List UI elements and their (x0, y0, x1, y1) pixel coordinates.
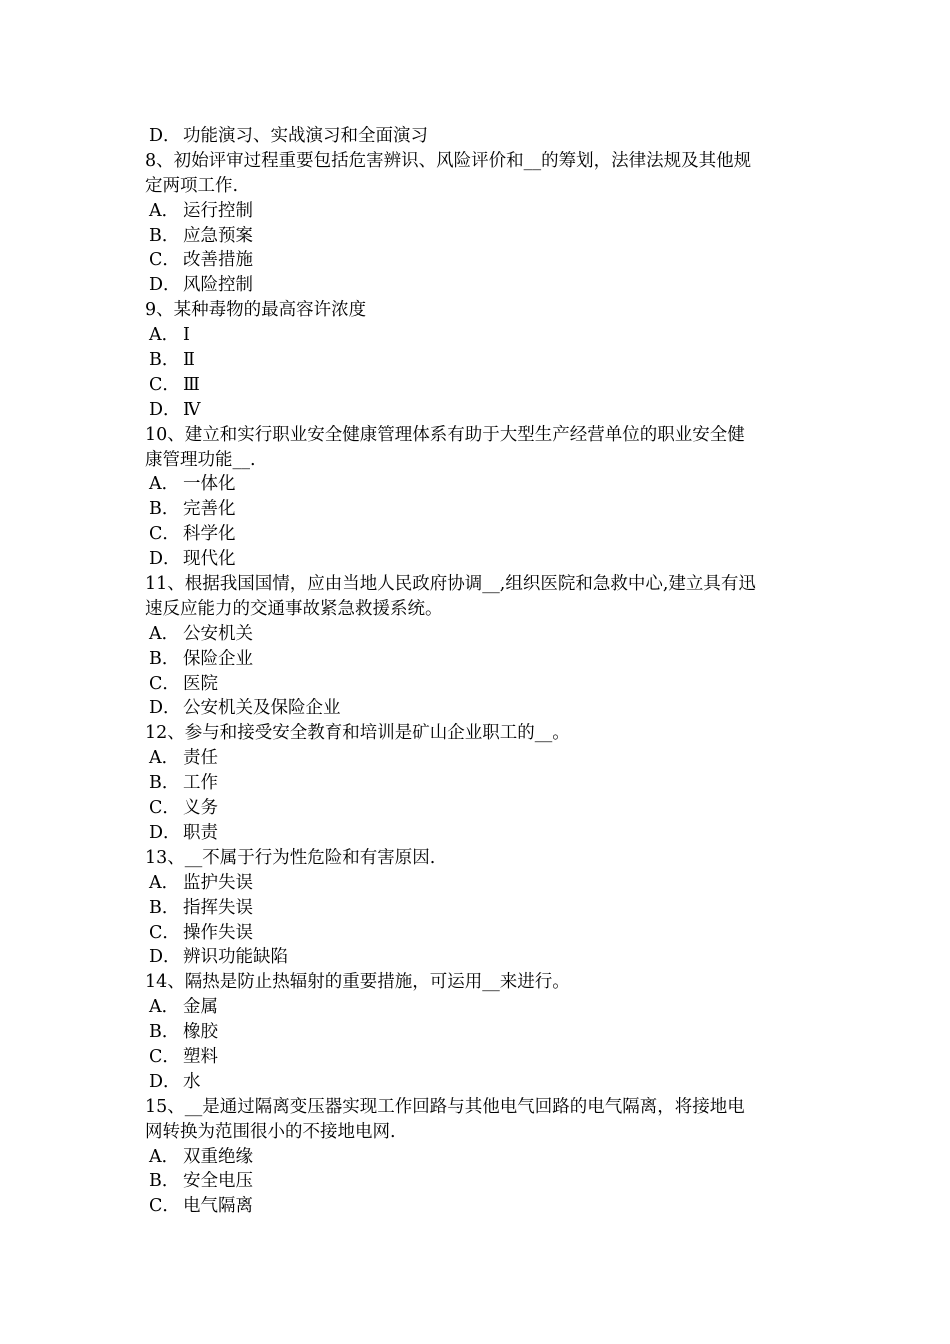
option-label: D． (149, 399, 181, 420)
question-text: 定两项工作. (145, 175, 239, 196)
option-text: 保险企业 (183, 648, 253, 669)
option-text: 安全电压 (183, 1171, 253, 1192)
option-text: 辨识功能缺陷 (183, 947, 288, 968)
answer-option (145, 348, 815, 373)
answer-option (145, 622, 815, 647)
answer-option (145, 248, 815, 273)
option-label: B． (149, 350, 180, 371)
answer-option (145, 672, 815, 697)
answer-option (145, 1145, 815, 1170)
option-label: C． (149, 673, 180, 694)
option-text: 监护失误 (183, 872, 253, 893)
option-label: A． (149, 325, 180, 346)
answer-option (145, 995, 815, 1020)
option-text: 一体化 (183, 474, 236, 495)
answer-option (145, 945, 815, 970)
option-label: C． (149, 374, 180, 395)
option-text: 改善措施 (183, 250, 253, 271)
option-text: 双重绝缘 (183, 1146, 253, 1167)
option-text: 科学化 (183, 524, 236, 545)
option-label: D． (149, 549, 181, 570)
option-text: 操作失误 (183, 922, 253, 943)
option-label: A． (149, 872, 180, 893)
option-label: D． (149, 698, 181, 719)
answer-option (145, 796, 815, 821)
option-label: C． (149, 524, 180, 545)
answer-option (145, 199, 815, 224)
option-text: 完善化 (183, 499, 236, 520)
option-text: 指挥失误 (183, 897, 253, 918)
answer-option (145, 1194, 815, 1219)
option-label: A． (149, 623, 180, 644)
option-text: 责任 (183, 748, 218, 769)
option-text: 塑料 (183, 1046, 218, 1067)
option-label: D． (149, 947, 181, 968)
option-text: 电气隔离 (183, 1196, 253, 1217)
option-text: 工作 (183, 773, 218, 794)
option-text: Ⅳ (183, 399, 201, 420)
answer-option (145, 1020, 815, 1045)
answer-option (145, 1045, 815, 1070)
option-text: 功能演习、实战演习和全面演习 (183, 126, 428, 146)
question-text: 10、建立和实行职业安全健康管理体系有助于大型生产经营单位的职业安全健 (145, 424, 745, 445)
option-label: C． (149, 1196, 180, 1217)
option-text: 应急预案 (183, 225, 253, 246)
option-text: Ⅰ (183, 325, 190, 346)
answer-option (145, 547, 815, 572)
option-label: D． (149, 126, 181, 146)
option-text: 公安机关 (183, 623, 253, 644)
question-text: 康管理功能__. (145, 449, 256, 470)
question-text: 9、某种毒物的最高容许浓度 (145, 300, 367, 321)
option-label: D． (149, 822, 181, 843)
option-label: B． (149, 648, 180, 669)
option-label: B． (149, 1171, 180, 1192)
answer-option (145, 696, 815, 721)
answer-option (145, 224, 815, 249)
answer-option (145, 896, 815, 921)
option-label: B． (149, 1022, 180, 1043)
answer-option (145, 771, 815, 796)
answer-option (145, 821, 815, 846)
answer-option (145, 373, 815, 398)
answer-option (145, 921, 815, 946)
answer-option (145, 497, 815, 522)
answer-option (145, 398, 815, 423)
option-label: C． (149, 250, 180, 271)
option-text: 公安机关及保险企业 (183, 698, 341, 719)
answer-option (145, 323, 815, 348)
option-label: A． (149, 748, 180, 769)
option-text: 水 (183, 1071, 201, 1092)
option-label: D． (149, 275, 181, 296)
question-text: 14、隔热是防止热辐射的重要措施，可运用__来进行。 (145, 972, 570, 993)
question-text: 速反应能力的交通事故紧急救援系统。 (145, 598, 443, 619)
option-label: B． (149, 225, 180, 246)
option-label: A． (149, 997, 180, 1018)
option-label: C． (149, 798, 180, 819)
option-label: D． (149, 1071, 181, 1092)
question-text: 网转换为范围很小的不接地电网. (145, 1121, 396, 1142)
option-text: 医院 (183, 673, 218, 694)
answer-option (145, 746, 815, 771)
answer-option (145, 647, 815, 672)
answer-option (145, 1169, 815, 1194)
option-label: A． (149, 474, 180, 495)
question-text: 11、根据我国国情，应由当地人民政府协调__,组织医院和急救中心,建立具有迅 (145, 574, 756, 595)
option-text: Ⅲ (183, 374, 200, 395)
option-text: 金属 (183, 997, 218, 1018)
option-text: 橡胶 (183, 1022, 218, 1043)
option-label: A． (149, 1146, 180, 1167)
option-label: C． (149, 1046, 180, 1067)
option-label: B． (149, 773, 180, 794)
option-label: C． (149, 922, 180, 943)
option-label: B． (149, 499, 180, 520)
answer-option (145, 273, 815, 298)
answer-option (145, 1070, 815, 1095)
answer-option (145, 124, 815, 149)
question-text: 13、__不属于行为性危险和有害原因. (145, 847, 436, 868)
option-text: Ⅱ (183, 350, 195, 371)
question-text: 15、__是通过隔离变压器实现工作回路与其他电气回路的电气隔离，将接地电 (145, 1096, 745, 1117)
question-text: 8、初始评审过程重要包括危害辨识、风险评价和__的筹划，法律法规及其他规 (145, 150, 752, 171)
option-text: 运行控制 (183, 200, 253, 221)
answer-option (145, 522, 815, 547)
option-label: B． (149, 897, 180, 918)
option-text: 现代化 (183, 549, 236, 570)
answer-option (145, 472, 815, 497)
option-text: 义务 (183, 798, 218, 819)
answer-option (145, 871, 815, 896)
document-body (145, 124, 815, 1219)
option-text: 风险控制 (183, 275, 253, 296)
option-text: 职责 (183, 822, 218, 843)
option-label: A． (149, 200, 180, 221)
question-text: 12、参与和接受安全教育和培训是矿山企业职工的__。 (145, 723, 570, 744)
